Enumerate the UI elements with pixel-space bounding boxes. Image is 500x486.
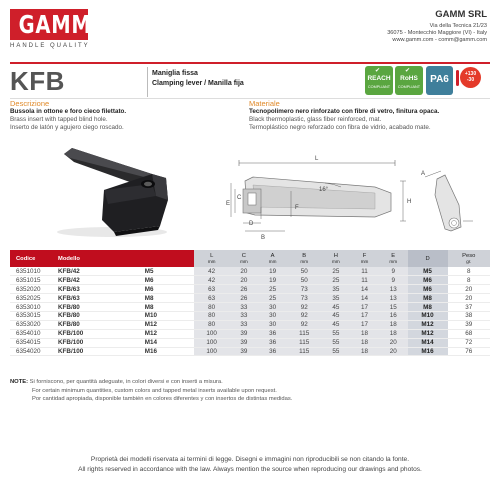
cell-l: 80 [194,303,230,312]
product-code: KFB [10,66,65,96]
cell-f: 14 [350,294,379,303]
cell-thread: M16 [141,347,194,356]
footer-copyright-it: Proprietà dei modelli riservata ai termini di legge. Disegni e immagini non riproducibili se non citando la fonte. [90,456,410,463]
gamm-logo [10,9,92,40]
note-es: Por cantidad apropiada, disponible también en colores diferentes y con insertos de distintas medidas. [32,396,293,402]
dim-label-E: E [226,201,231,207]
dimensions-table [10,250,490,356]
cell-f: 17 [350,311,379,320]
footer-copyright-en: All rights reserved in accordance with the law. Always mention the source when reproducing our drawings and photos. [78,466,422,473]
title-separator [147,67,148,97]
cell-l: 80 [194,320,230,329]
description-es: Inserto de latón y agujero ciego roscado. [10,124,124,131]
cell-a: 30 [258,311,287,320]
cell-a: 30 [258,303,287,312]
cell-c: 26 [230,285,259,294]
cell-thread: M8 [141,303,194,312]
product-title-en-es: Clamping lever / Manilla fija [152,80,244,87]
cell-l: 100 [194,347,230,356]
cell-weight: 76 [448,347,490,356]
cell-code: 6354010 [10,329,56,338]
note-en: For certain minimum quantities, custom colors and tapped metal inserts available upon request. [32,387,277,394]
cell-code: 6354020 [10,347,56,356]
logo-wordmark: GAMM [18,10,92,39]
cell-l: 100 [194,338,230,347]
col-D-label: D [425,255,430,262]
table-row [10,311,490,320]
cell-c: 20 [230,267,259,276]
cell-code: 6353010 [10,303,56,312]
cell-h: 35 [321,285,350,294]
cell-thread: M12 [141,320,194,329]
cell-b: 73 [287,285,322,294]
cell-d: M8 [408,303,448,312]
unit-label: mm [300,259,309,264]
cell-thread: M8 [141,294,194,303]
cell-c: 20 [230,276,259,285]
cell-model: KFB/100 [56,347,141,356]
cell-a: 25 [258,294,287,303]
cell-b: 92 [287,303,322,312]
cell-l: 80 [194,311,230,320]
col-C-label: C [241,253,246,259]
cell-b: 92 [287,311,322,320]
description-text [10,108,126,132]
col-F-label: F [362,253,367,259]
cell-weight: 38 [448,311,490,320]
cell-h: 45 [321,311,350,320]
note-block [10,378,292,404]
cell-thread: M5 [141,267,194,276]
cell-weight: 20 [448,285,490,294]
product-title-it: Maniglia fissa [152,70,198,77]
temperature-badge [456,66,479,95]
cell-model: KFB/42 [56,276,141,285]
cell-b: 50 [287,276,322,285]
col-header-D [408,250,448,267]
cell-e: 9 [379,267,408,276]
cell-c: 26 [230,294,259,303]
cell-e: 13 [379,285,408,294]
dim-label-C: C [237,195,242,201]
cell-model: KFB/80 [56,320,141,329]
technical-drawing [225,145,480,240]
cell-code: 6353020 [10,320,56,329]
check-icon: ✔ [405,68,411,74]
cell-h: 25 [321,276,350,285]
cell-d: M14 [408,338,448,347]
cell-model: KFB/80 [56,303,141,312]
table-row [10,329,490,338]
company-info [387,9,487,45]
thermometer-icon [456,70,459,86]
cell-f: 11 [350,276,379,285]
cell-d: M10 [408,311,448,320]
logo-tagline: HANDLE QUALITY [10,43,90,49]
material-text [249,108,439,132]
temp-max: +130 [464,71,477,77]
unit-label: gr. [466,259,472,264]
cell-a: 36 [258,329,287,338]
cell-d: M8 [408,294,448,303]
cell-b: 115 [287,338,322,347]
reach-sublabel: COMPLIANT [367,85,391,89]
cell-thread: M6 [141,285,194,294]
table-row [10,267,490,276]
temperature-range [460,71,481,83]
table-row [10,303,490,312]
cell-a: 19 [258,267,287,276]
cell-weight: 39 [448,320,490,329]
cell-e: 20 [379,338,408,347]
cell-l: 63 [194,294,230,303]
col-header-code: Codice [10,250,56,267]
dim-label-angle: 16° [319,187,329,193]
cell-model: KFB/80 [56,311,141,320]
cell-a: 30 [258,320,287,329]
col-header-model: Modello [56,250,194,267]
cell-code: 6353015 [10,311,56,320]
col-E-label: E [391,253,396,259]
company-address-street: Via della Tecnica 21/23 [429,23,487,29]
material-title: Materiale [249,99,280,108]
col-header-H [321,250,350,267]
table-row [10,338,490,347]
cell-model: KFB/100 [56,329,141,338]
unit-label: mm [207,259,216,264]
cell-code: 6354015 [10,338,56,347]
cell-l: 63 [194,285,230,294]
cell-b: 92 [287,320,322,329]
cell-h: 55 [321,338,350,347]
material-en: Black thermoplastic, glass fiber reinforced, mat. [249,116,382,123]
cell-e: 15 [379,303,408,312]
cell-e: 13 [379,294,408,303]
cell-f: 17 [350,320,379,329]
cell-a: 36 [258,338,287,347]
cell-d: M12 [408,320,448,329]
col-header-E [379,250,408,267]
cell-d: M12 [408,329,448,338]
cell-h: 45 [321,320,350,329]
col-H-label: H [333,253,338,259]
col-header-C [230,250,259,267]
product-photo [40,140,200,240]
cell-weight: 8 [448,276,490,285]
cell-c: 33 [230,320,259,329]
rohs-sublabel: COMPLIANT [397,85,421,89]
unit-label: mm [268,259,277,264]
material-badge-label: PA6 [430,74,449,85]
cell-h: 55 [321,329,350,338]
material-es: Termoplástico negro reforzado con fibra de vidrio, acabado mate. [249,124,431,131]
col-weight-label: Peso [462,253,476,259]
col-header-weight [448,250,490,267]
cell-d: M16 [408,347,448,356]
description-en: Brass insert with tapped blind hole. [10,116,108,123]
cell-code: 6352020 [10,285,56,294]
cell-f: 18 [350,329,379,338]
cell-e: 16 [379,311,408,320]
product-titles [152,69,244,89]
cell-model: KFB/100 [56,338,141,347]
cell-model: KFB/42 [56,267,141,276]
cell-weight: 72 [448,338,490,347]
cell-h: 25 [321,267,350,276]
cell-d: M5 [408,267,448,276]
cell-e: 9 [379,276,408,285]
material-badge [426,66,453,95]
cell-f: 14 [350,285,379,294]
temp-min: -30 [466,77,475,83]
dim-label-F: F [295,205,299,211]
table-header-row [10,250,490,267]
cell-f: 17 [350,303,379,312]
cell-model: KFB/63 [56,294,141,303]
rohs-badge [395,66,423,95]
cell-e: 18 [379,329,408,338]
reach-badge [365,66,393,95]
unit-label: mm [389,259,398,264]
dim-label-H: H [407,199,412,205]
cell-l: 42 [194,276,230,285]
cell-weight: 68 [448,329,490,338]
dim-label-D: D [249,221,254,227]
cell-f: 11 [350,267,379,276]
table-row [10,347,490,356]
table-row [10,276,490,285]
cell-e: 20 [379,347,408,356]
company-address-city: 36075 - Montecchio Maggiore (VI) - Italy [387,30,487,37]
rohs-label: RoHS [400,75,418,82]
page-header [0,0,500,60]
material-it: Tecnopolimero nero rinforzato con fibre di vetro, finitura opaca. [249,108,440,115]
cell-weight: 20 [448,294,490,303]
cell-l: 100 [194,329,230,338]
cell-a: 25 [258,285,287,294]
cell-weight: 37 [448,303,490,312]
cell-thread: M14 [141,338,194,347]
col-header-A [258,250,287,267]
cell-weight: 8 [448,267,490,276]
cell-d: M6 [408,276,448,285]
description-it: Bussola in ottone e foro cieco filettato. [10,108,127,115]
company-contact: www.gamm.com - comm@gamm.com [392,37,487,44]
unit-label: mm [240,259,248,264]
dim-label-B: B [261,235,266,240]
table-row [10,294,490,303]
cell-code: 6351015 [10,276,56,285]
cell-h: 35 [321,294,350,303]
dim-label-L: L [315,156,319,162]
check-icon: ✔ [375,68,381,74]
cell-c: 39 [230,347,259,356]
col-A-label: A [270,253,275,259]
unit-label: mm [360,259,369,264]
note-label: NOTE: [10,379,29,385]
cell-b: 115 [287,329,322,338]
col-B-label: B [302,253,307,259]
cell-code: 6352025 [10,294,56,303]
dim-label-A: A [421,171,426,177]
cell-a: 36 [258,347,287,356]
cell-a: 19 [258,276,287,285]
cell-thread: M6 [141,276,194,285]
cell-thread: M10 [141,311,194,320]
col-header-F [350,250,379,267]
cell-f: 18 [350,347,379,356]
cell-c: 39 [230,329,259,338]
cell-b: 115 [287,347,322,356]
cell-c: 33 [230,311,259,320]
cell-h: 45 [321,303,350,312]
cell-c: 39 [230,338,259,347]
cell-h: 55 [321,347,350,356]
cell-thread: M12 [141,329,194,338]
cell-b: 73 [287,294,322,303]
note-it: Si forniscono, per quantità adeguate, in colori diversi e con inserti a misura. [29,379,223,385]
cell-model: KFB/63 [56,285,141,294]
reach-label: REACH [367,75,391,82]
table-body [10,267,490,356]
col-L-label: L [210,253,214,259]
cell-b: 50 [287,267,322,276]
col-header-L [194,250,230,267]
cell-code: 6351010 [10,267,56,276]
cell-f: 18 [350,338,379,347]
cell-d: M6 [408,285,448,294]
cell-e: 18 [379,320,408,329]
header-divider [10,62,490,64]
company-name: GAMM SRL [435,9,487,20]
description-title: Descrizione [10,99,50,108]
cell-l: 42 [194,267,230,276]
unit-label: mm [332,259,340,264]
col-header-B [287,250,322,267]
table-row [10,285,490,294]
cell-c: 33 [230,303,259,312]
table-row [10,320,490,329]
